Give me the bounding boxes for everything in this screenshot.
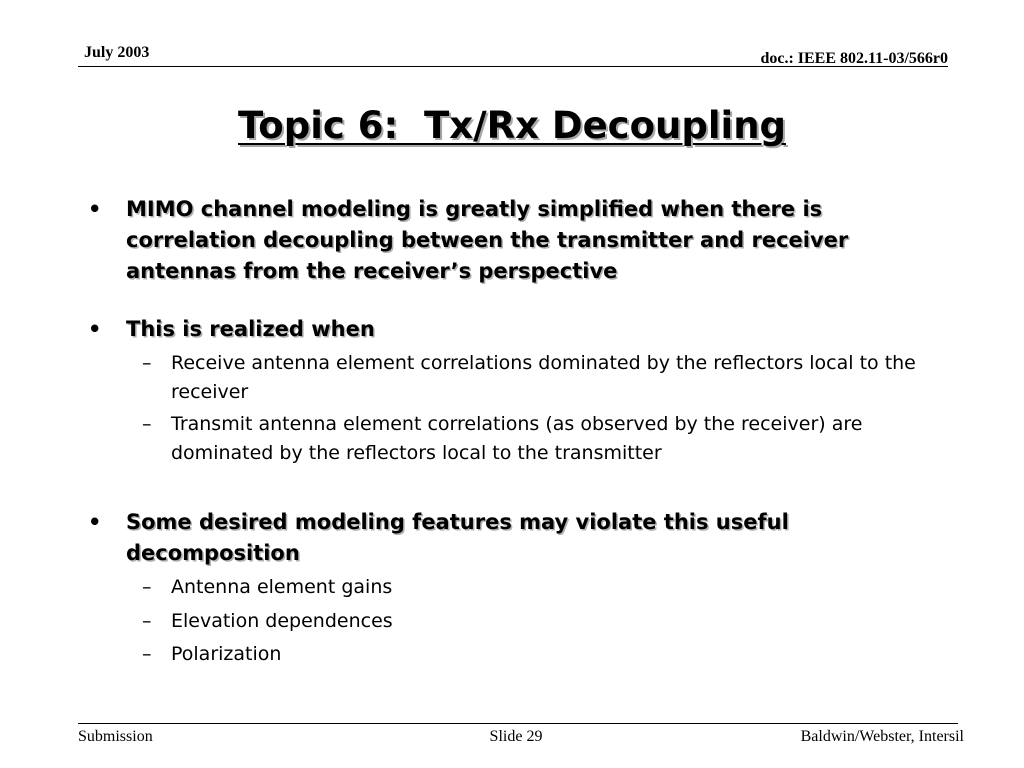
dash-marker: – [142,413,152,435]
dash-marker: – [142,609,152,632]
slide-title: Topic 6: Tx/Rx Decoupling [237,104,787,147]
footer-authors: Baldwin/Webster, Intersil [800,728,964,745]
bullet-text: MIMO channel modeling is greatly simplified when there is correlation decoupling between the transmitter and receiver antennas from the receiver’s perspective [126,197,849,283]
bullet-text: Some desired modeling features may violate this useful decomposition [126,510,789,565]
dash-marker: – [142,643,152,665]
sub-bullet-item [88,607,928,636]
sub-bullet-text: Receive antenna element correlations dominated by the reflectors local to the receiver [171,352,916,403]
bullet-marker: • [88,197,102,221]
footer-divider [78,723,958,724]
sub-bullet-item [88,573,928,602]
dash-marker: – [142,576,152,598]
footer-slide-number: Slide 29 [489,728,543,745]
bullet-marker: • [88,510,102,534]
sub-bullet-text: Polarization [171,643,282,665]
sub-bullet-item [88,410,928,467]
sub-bullet-text: Antenna element gains [171,576,393,598]
dash-marker: – [142,352,152,374]
bullet-item [88,314,928,345]
footer-submission: Submission [78,728,153,745]
sub-bullet-item [88,349,928,406]
bullet-text: This is realized when [126,317,375,341]
sub-bullet-text: Elevation dependences [171,609,393,632]
header-divider [78,66,948,67]
sub-bullet-text: Transmit antenna element correlations (as observed by the receiver) are dominated by the reflectors local to the transmitter [171,413,863,464]
bullet-marker: • [88,317,102,341]
bullet-item [88,507,928,569]
bullet-item [88,194,928,287]
sub-bullet-item [88,640,928,669]
slide-body [88,194,928,669]
header-doc-id: doc.: IEEE 802.11-03/566r0 [760,50,948,67]
header-date: July 2003 [84,44,150,61]
